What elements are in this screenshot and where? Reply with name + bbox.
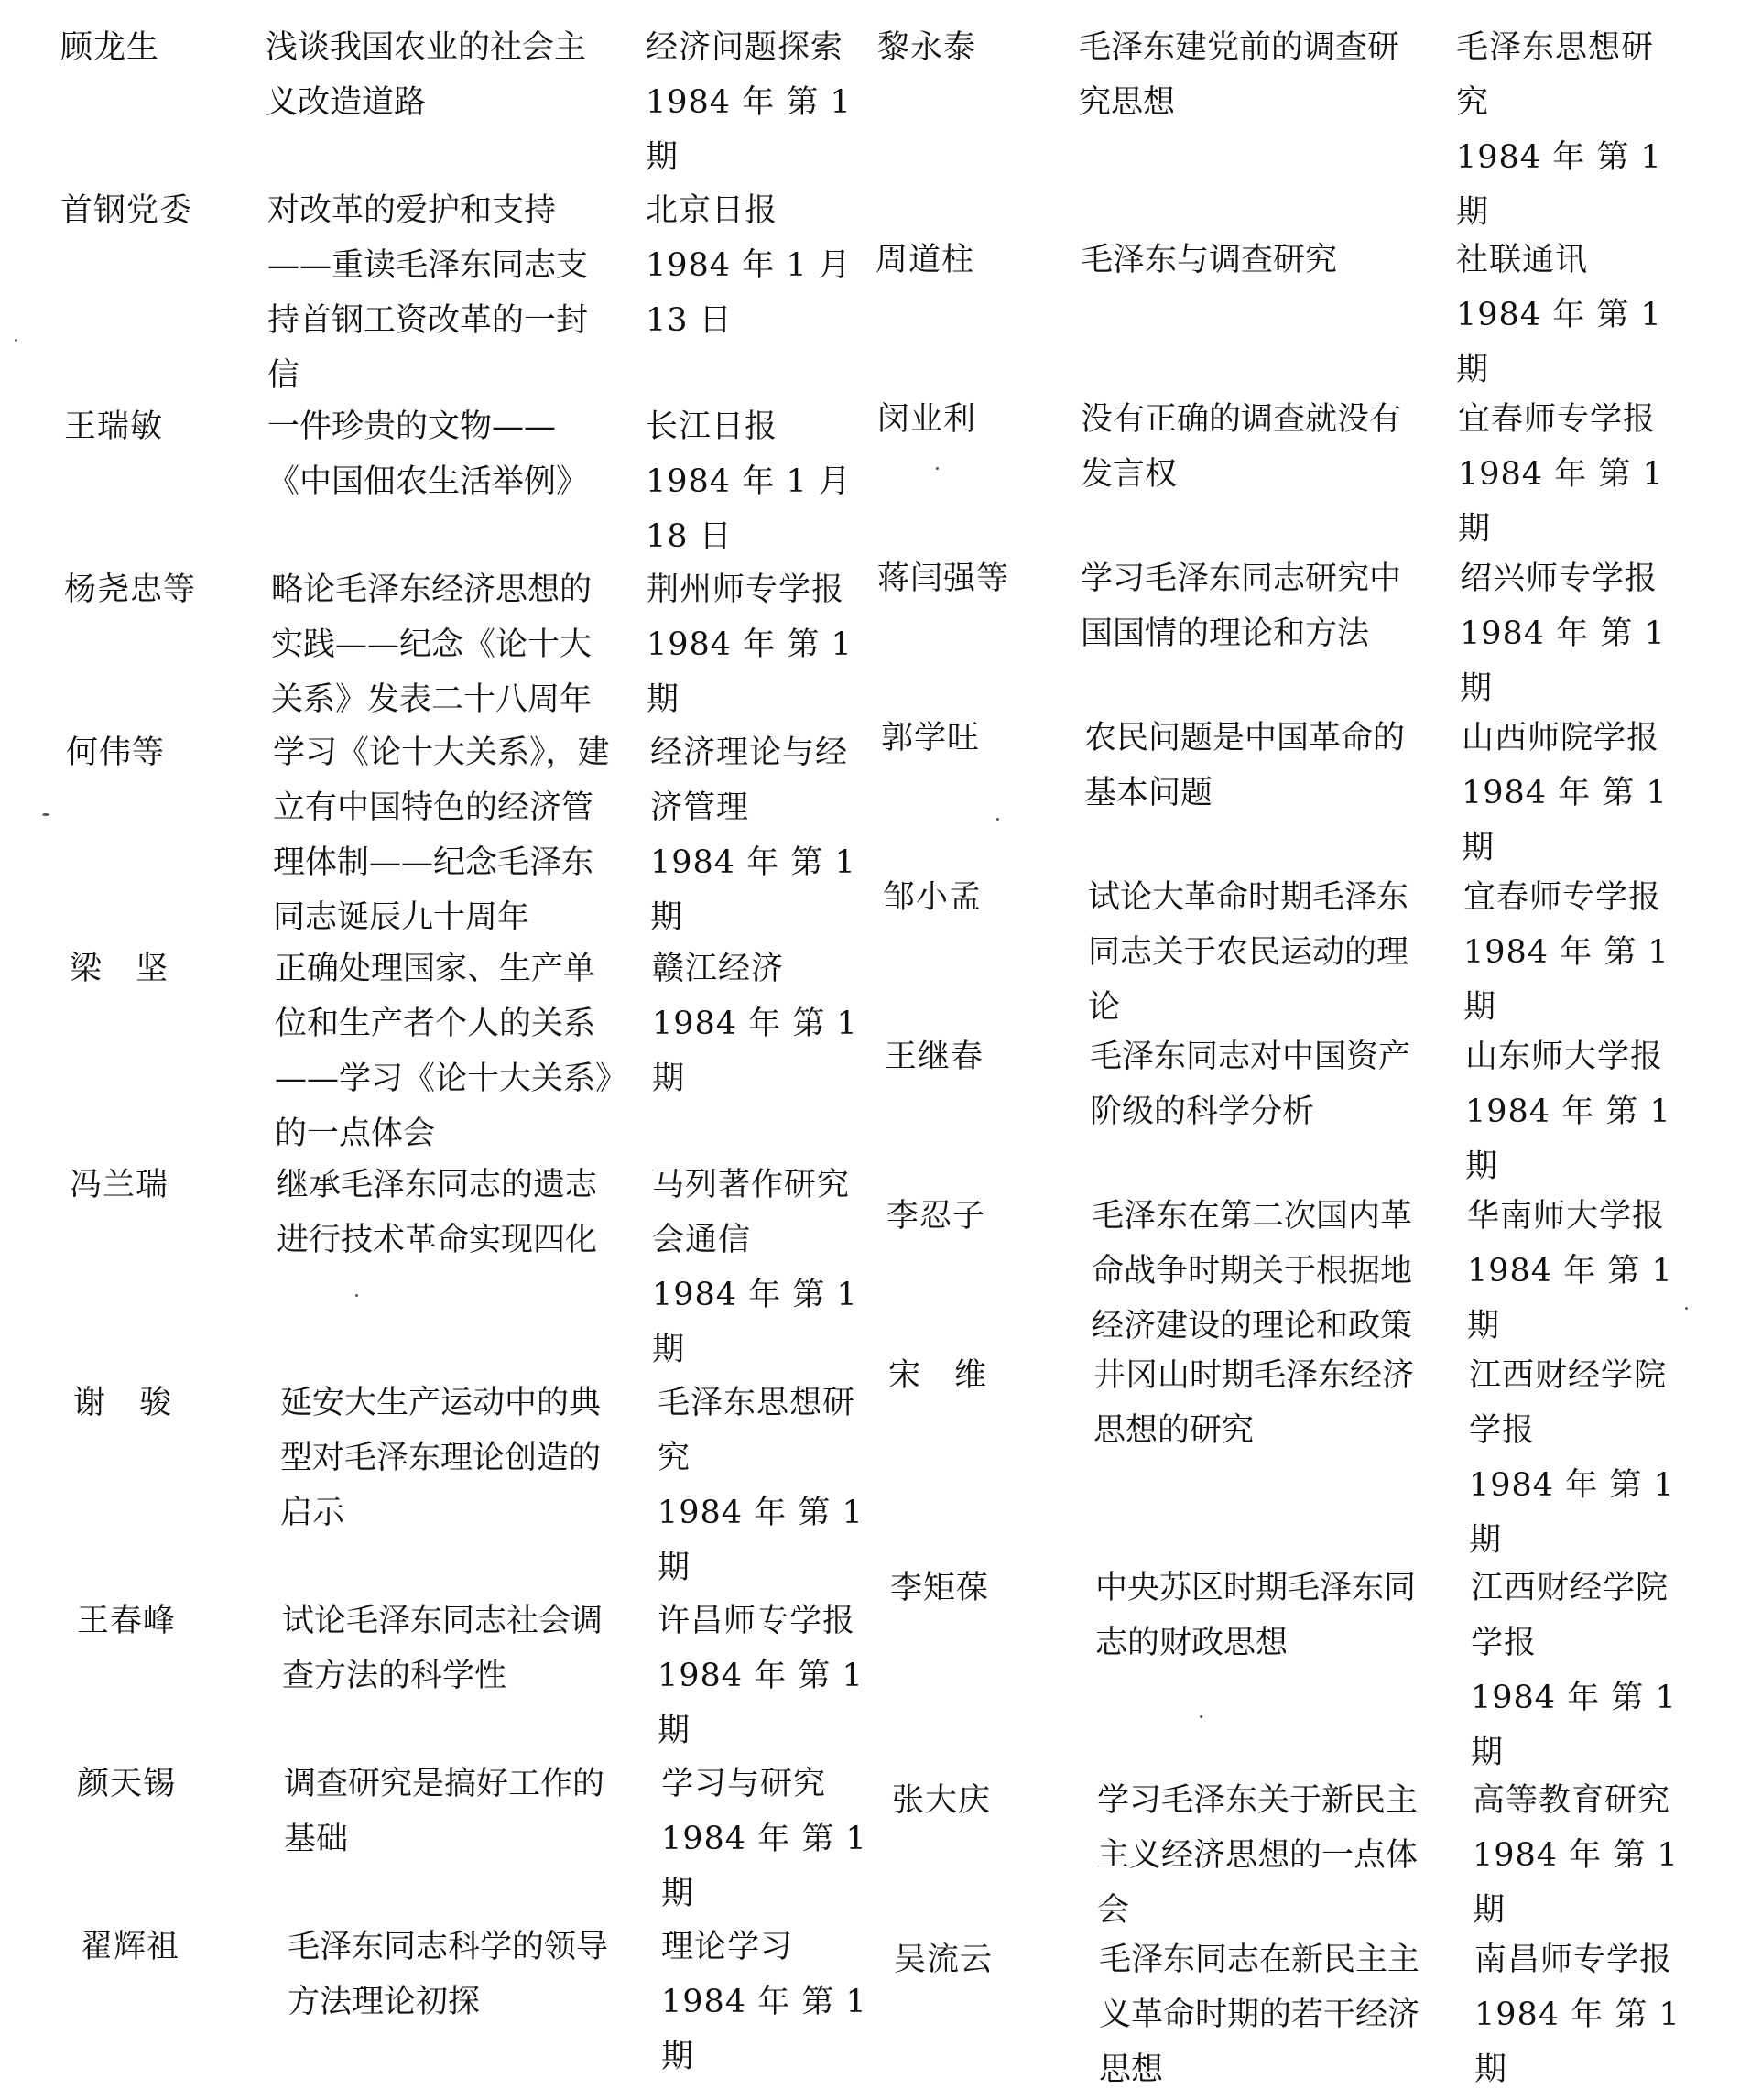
entry-source: 南昌师专学报 1984 年 第 1 期 [1474, 1942, 1680, 2088]
scan-speck [996, 818, 999, 821]
entry-source: 宜春师专学报 1984 年 第 1 期 [1458, 401, 1664, 548]
entry-source: 赣江经济 1984 年 第 1 期 [652, 951, 858, 1097]
entry-author: 吴流云 [894, 1942, 994, 1978]
entry-title: 中央苏区时期毛泽东同 志的财政思想 [1095, 1570, 1417, 1661]
entry-title: 试论毛泽东同志社会调 查方法的科学性 [282, 1603, 604, 1694]
entry-source: 许昌师专学报 1984 年 第 1 期 [658, 1603, 864, 1749]
entry-title: 毛泽东建党前的调查研 究思想 [1079, 29, 1400, 121]
entry-source: 马列著作研究 会通信 1984 年 第 1 期 [652, 1167, 858, 1368]
entry-title: 学习《论十大关系》，建 立有中国特色的经济管 理体制——纪念毛泽东 同志诞辰九十周年 [273, 734, 610, 936]
entry-author: 李矩葆 [890, 1570, 990, 1606]
entry-source: 北京日报 1984 年 1 月 13 日 [646, 192, 852, 339]
entry-author: 梁 坚 [70, 951, 169, 987]
entry-source: 社联通讯 1984 年 第 1 期 [1456, 242, 1662, 388]
entry-author: 闵业利 [877, 401, 977, 438]
entry-title: 继承毛泽东同志的遗志 进行技术革命实现四化 [277, 1167, 598, 1258]
entry-title: 毛泽东在第二次国内革 命战争时期关于根据地 经济建设的理论和政策 [1092, 1198, 1413, 1344]
entry-author: 杨尧忠等 [64, 571, 197, 608]
entry-title: 正确处理国家、生产单 位和生产者个人的关系 ——学习《论十大关系》 的一点体会 [275, 951, 628, 1152]
entry-source: 理论学习 1984 年 第 1 期 [661, 1929, 867, 2075]
entry-author: 张大庆 [892, 1782, 992, 1819]
entry-author: 颜天锡 [77, 1766, 177, 1802]
entry-source: 华南师大学报 1984 年 第 1 期 [1467, 1198, 1673, 1344]
entry-author: 顾龙生 [60, 29, 160, 66]
entry-author: 周道柱 [875, 242, 975, 278]
entry-title: 延安大生产运动中的典 型对毛泽东理论创造的 启示 [280, 1385, 602, 1531]
entry-author: 宋 维 [888, 1357, 988, 1394]
entry-source: 学习与研究 1984 年 第 1 期 [661, 1766, 867, 1912]
entry-source: 江西财经学院 学报 1984 年 第 1 期 [1469, 1357, 1675, 1559]
entry-title: 井冈山时期毛泽东经济 思想的研究 [1093, 1357, 1415, 1449]
scan-speck [936, 467, 939, 470]
entry-source: 宜春师专学报 1984 年 第 1 期 [1463, 879, 1669, 1026]
entry-source: 荆州师专学报 1984 年 第 1 期 [647, 571, 853, 718]
entry-author: 谢 骏 [73, 1385, 173, 1421]
entry-author: 王继春 [885, 1039, 984, 1075]
entry-source: 山西师院学报 1984 年 第 1 期 [1462, 720, 1668, 866]
entry-title: 毛泽东同志科学的领导 方法理论初探 [288, 1929, 609, 2020]
entry-source: 长江日报 1984 年 1 月 18 日 [646, 408, 852, 555]
entry-title: 浅谈我国农业的社会主 义改造道路 [266, 29, 587, 121]
entry-title: 一件珍贵的文物—— 《中国佃农生活举例》 [267, 408, 589, 500]
entry-source: 经济问题探索 1984 年 第 1 期 [646, 29, 852, 176]
entry-source: 毛泽东思想研 究 1984 年 第 1 期 [658, 1385, 864, 1586]
scan-speck [355, 1294, 358, 1297]
entry-author: 李忍子 [886, 1198, 986, 1235]
entry-title: 调查研究是搞好工作的 基础 [284, 1766, 605, 1857]
entry-author: 冯兰瑞 [70, 1167, 169, 1203]
entry-title: 试论大革命时期毛泽东 同志关于农民运动的理 论 [1088, 879, 1409, 1026]
entry-title: 学习毛泽东同志研究中 国国情的理论和方法 [1081, 560, 1402, 652]
entry-author: 首钢党委 [60, 192, 193, 229]
entry-title: 学习毛泽东关于新民主 主义经济思想的一点体 会 [1097, 1782, 1419, 1929]
entry-title: 略论毛泽东经济思想的 实践——纪念《论十大 关系》发表二十八周年 [271, 571, 593, 718]
entry-source: 高等教育研究 1984 年 第 1 期 [1473, 1782, 1679, 1929]
entry-title: 毛泽东同志在新民主主 义革命时期的若干经济 思想 [1099, 1942, 1420, 2088]
scan-speck [42, 813, 49, 816]
entry-source: 经济理论与经 济管理 1984 年 第 1 期 [650, 734, 856, 936]
entry-title: 毛泽东同志对中国资产 阶级的科学分析 [1090, 1039, 1411, 1130]
entry-source: 江西财经学院 学报 1984 年 第 1 期 [1471, 1570, 1677, 1771]
scan-speck [1685, 1307, 1688, 1310]
entry-title: 农民问题是中国革命的 基本问题 [1084, 720, 1406, 811]
entry-author: 王瑞敏 [64, 408, 164, 445]
entry-author: 翟辉祖 [81, 1929, 180, 1965]
entry-title: 毛泽东与调查研究 [1081, 242, 1338, 278]
scan-speck [15, 339, 17, 342]
entry-title: 没有正确的调查就没有 发言权 [1081, 401, 1402, 493]
entry-author: 邹小孟 [883, 879, 983, 916]
entry-author: 王春峰 [77, 1603, 177, 1639]
entry-author: 蒋闫强等 [877, 560, 1010, 597]
scan-speck [1200, 1715, 1202, 1718]
entry-title: 对改革的爱护和支持 ——重读毛泽东同志支 持首钢工资改革的一封 信 [267, 192, 589, 394]
entry-author: 黎永泰 [877, 29, 977, 66]
entry-source: 毛泽东思想研 究 1984 年 第 1 期 [1456, 29, 1662, 231]
entry-source: 绍兴师专学报 1984 年 第 1 期 [1460, 560, 1666, 707]
entry-author: 何伟等 [66, 734, 166, 771]
entry-author: 郭学旺 [881, 720, 981, 756]
entry-source: 山东师大学报 1984 年 第 1 期 [1465, 1039, 1671, 1185]
